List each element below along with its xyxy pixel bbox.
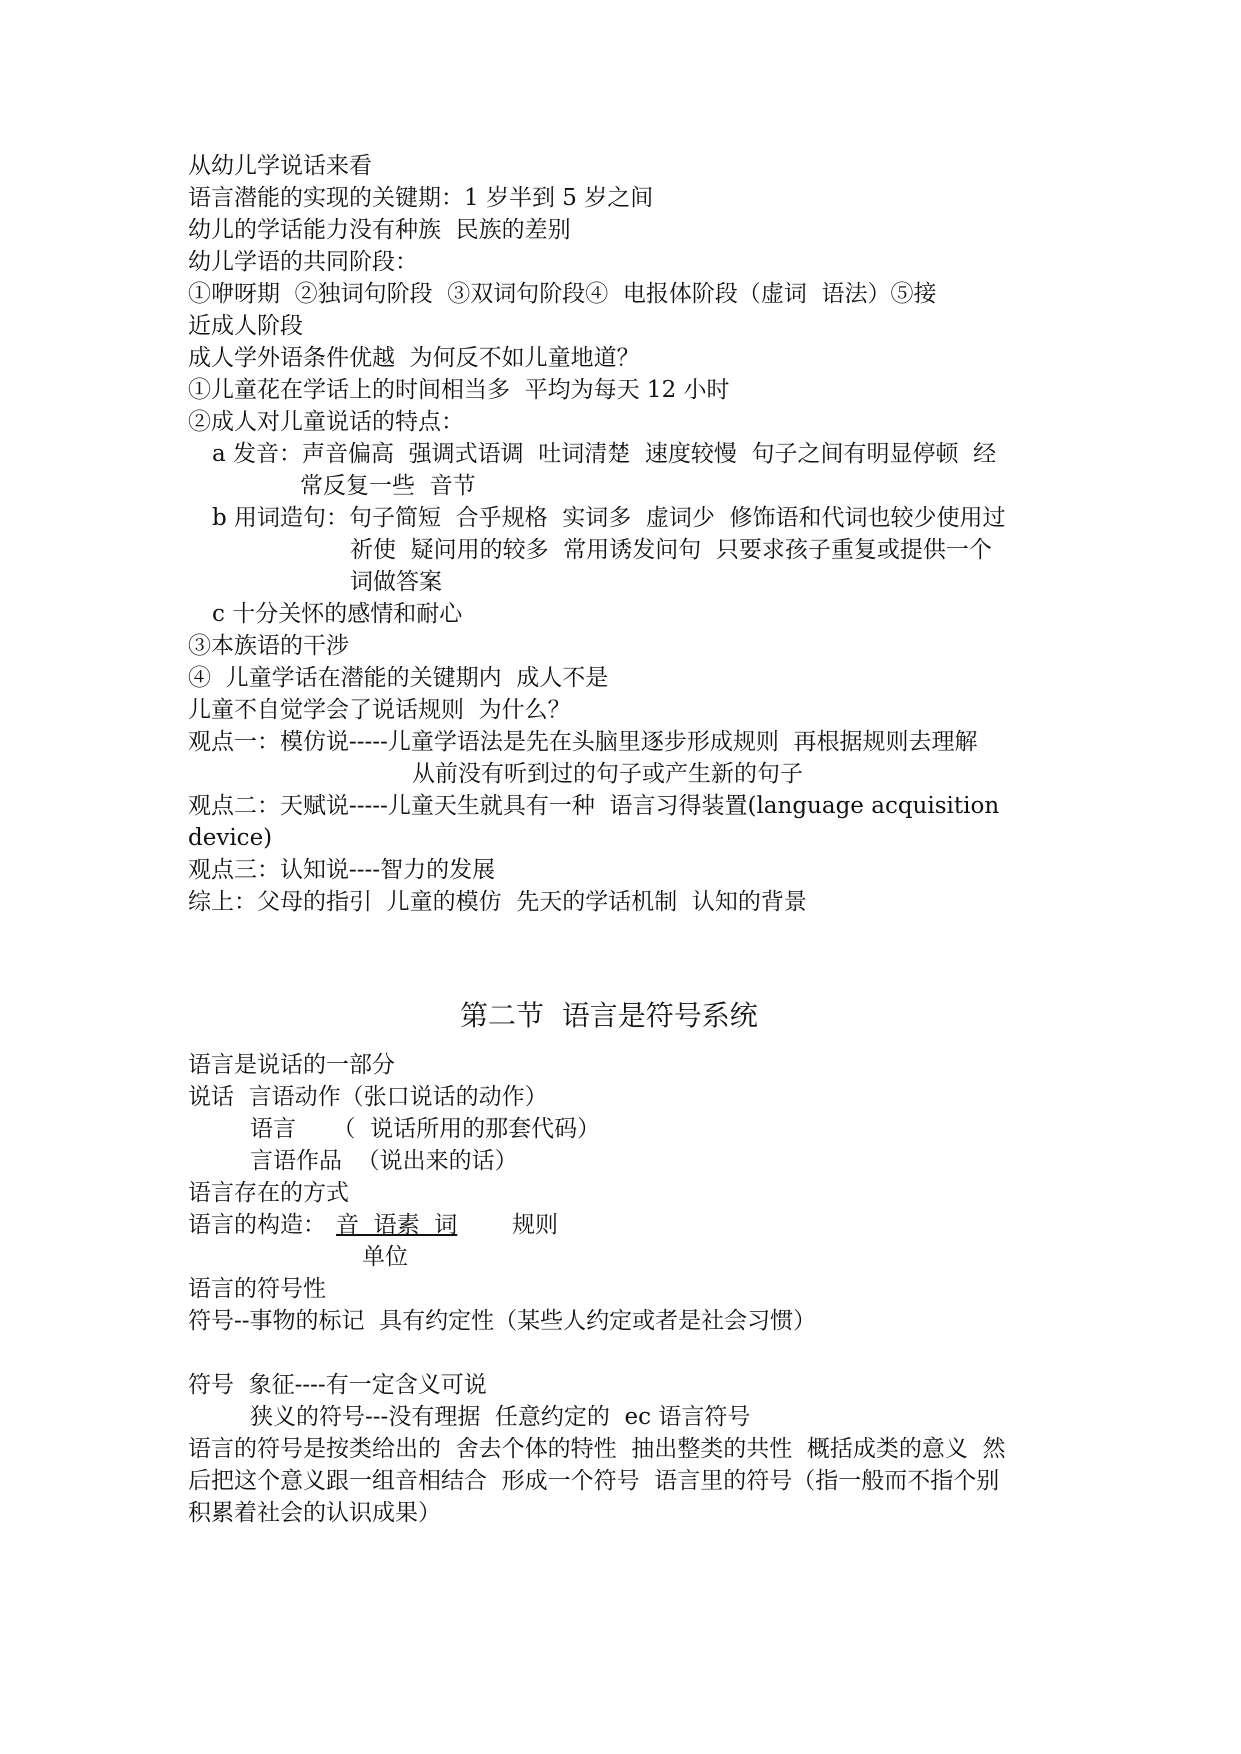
text-line: 词做答案 (350, 569, 442, 595)
text-line: 言语作品 （说出来的话） (250, 1148, 518, 1174)
text-line: 语言是说话的一部分 (188, 1052, 395, 1078)
text-line: 语言的符号性 (188, 1276, 326, 1302)
text-line: 观点二：天赋说-----儿童天生就具有一种 语言习得装置(language acquisition (188, 793, 1000, 819)
text-line: 说话 言语动作（张口说话的动作） (188, 1084, 548, 1110)
text-line: device) (188, 825, 273, 851)
text-line: 从幼儿学说话来看 (188, 153, 372, 179)
text-line: c 十分关怀的感情和耐心 (212, 601, 463, 627)
text-line: b 用词造句：句子简短 合乎规格 实词多 虚词少 修饰语和代词也较少使用过 (212, 505, 1006, 531)
text-line: 单位 (362, 1244, 408, 1270)
text-line: 语言存在的方式 (188, 1180, 349, 1206)
text-line: 幼儿学语的共同阶段： (188, 249, 418, 275)
text-line: ①儿童花在学话上的时间相当多 平均为每天 12 小时 (188, 377, 730, 403)
text-line: 祈使 疑问用的较多 常用诱发问句 只要求孩子重复或提供一个 (350, 537, 992, 563)
text-line: 常反复一些 音节 (300, 473, 476, 499)
text-line: 近成人阶段 (188, 313, 303, 339)
text-line: 符号--事物的标记 具有约定性（某些人约定或者是社会习惯） (188, 1308, 817, 1334)
text-line: 儿童不自觉学会了说话规则 为什么？ (188, 697, 571, 723)
text-line: 观点一：模仿说-----儿童学语法是先在头脑里逐步形成规则 再根据规则去理解 (188, 729, 978, 755)
text-line: 后把这个意义跟一组音相结合 形成一个符号 语言里的符号（指一般而不指个别 (188, 1468, 1000, 1494)
text-line: 综上：父母的指引 儿童的模仿 先天的学话机制 认知的背景 (188, 889, 807, 915)
text-line: 狭义的符号---没有理据 任意约定的 ec 语言符号 (250, 1404, 751, 1430)
text-line: 积累着社会的认识成果） (188, 1500, 441, 1526)
text-line: 语言的构造： (188, 1212, 326, 1238)
text-line: 规则 (512, 1212, 558, 1238)
text-line: 语言潜能的实现的关键期：1 岁半到 5 岁之间 (188, 185, 654, 211)
text-line: 语言 （ 说话所用的那套代码） (250, 1116, 601, 1142)
text-line: 幼儿的学话能力没有种族 民族的差别 (188, 217, 571, 243)
text-line: 符号 象征----有一定含义可说 (188, 1372, 487, 1398)
section-title: 第二节 语言是符号系统 (460, 999, 758, 1032)
text-line: ①咿呀期 ②独词句阶段 ③双词句阶段④ 电报体阶段（虚词 语法）⑤接 (188, 281, 937, 307)
text-line: 成人学外语条件优越 为何反不如儿童地道？ (188, 345, 640, 371)
text-line: ④ 儿童学话在潜能的关键期内 成人不是 (188, 665, 609, 691)
underlined-text: 音 语素 词 (336, 1212, 458, 1238)
text-line: ②成人对儿童说话的特点： (188, 409, 464, 435)
text-line: 从前没有听到过的句子或产生新的句子 (412, 761, 803, 787)
text-line: ③本族语的干涉 (188, 633, 349, 659)
text-line: 语言的符号是按类给出的 舍去个体的特性 抽出整类的共性 概括成类的意义 然 (188, 1436, 1006, 1462)
text-line: a 发音：声音偏高 强调式语调 吐词清楚 速度较慢 句子之间有明显停顿 经 (212, 441, 997, 467)
text-line: 观点三：认知说----智力的发展 (188, 857, 496, 883)
